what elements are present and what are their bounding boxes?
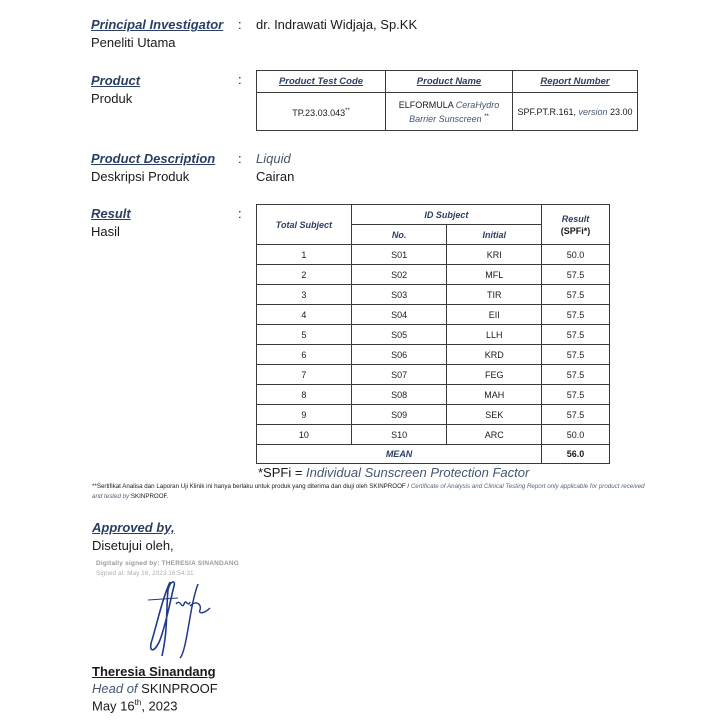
header-no: No. — [351, 225, 447, 245]
header-product-test-code: Product Test Code — [257, 71, 386, 93]
mean-label: MEAN — [257, 445, 542, 464]
investigator-colon: : — [238, 17, 242, 32]
table-row: 5 S05 LLH 57.5 — [257, 325, 610, 345]
report-number: SPF.PT.R.161, version 23.00 — [513, 93, 638, 131]
description-value-id: Cairan — [256, 169, 295, 184]
result-header-row-1 — [257, 205, 610, 225]
product-label-en: Product — [91, 73, 141, 88]
mean-value: 56.0 — [542, 445, 610, 464]
mean-row — [257, 445, 610, 464]
signature-icon — [140, 580, 230, 660]
result-label-en: Result — [91, 206, 131, 221]
header-id-subject: ID Subject — [351, 205, 541, 225]
table-row: 3 S03 TIR 57.5 — [257, 285, 610, 305]
investigator-label-en: Principal Investigator — [91, 17, 224, 32]
header-initial: Initial — [447, 225, 542, 245]
product-colon: : — [238, 72, 242, 87]
table-row: 10 S10 ARC 50.0 — [257, 425, 610, 445]
product-label-id: Produk — [91, 91, 133, 106]
investigator-value: dr. Indrawati Widjaja, Sp.KK — [256, 17, 418, 32]
table-row: 8 S08 MAH 57.5 — [257, 385, 610, 405]
description-label-id: Deskripsi Produk — [91, 169, 190, 184]
digital-signature-line: Digitally signed by: THERESIA SINANDANG — [96, 560, 239, 567]
description-value-en: Liquid — [256, 151, 291, 166]
table-row: 2 S02 MFL 57.5 — [257, 265, 610, 285]
product-table-row — [257, 93, 638, 131]
product-name-line2: Barrier Sunscreen — [409, 113, 482, 124]
investigator-label-id: Peneliti Utama — [91, 35, 176, 50]
digital-signature-timestamp: Signed at: May 16, 2023 16:54:31 — [96, 570, 194, 577]
table-row: 6 S06 KRD 57.5 — [257, 345, 610, 365]
product-brand: ELFORMULA — [398, 99, 454, 110]
approved-by-label: Approved by, — [92, 520, 175, 535]
table-row: 1 S01 KRI 50.0 — [257, 245, 610, 265]
spfi-footnote: *SPFi = Individual Sunscreen Protection Factor — [258, 465, 530, 480]
certificate-note: **Sertifikat Analisa dan Laporan Uji Klinik ini hanya berlaku untuk produk yang diterima dan diuji oleh SKINPROOF / Certificate of Analysis and Clinical Testing Report only applicable for product received and tested by SKINPROOF. — [92, 483, 645, 500]
result-label-id: Hasil — [91, 224, 120, 239]
header-total-subject: Total Subject — [257, 205, 352, 245]
header-product-name: Product Name — [386, 71, 513, 93]
product-table-header — [257, 71, 638, 93]
description-colon: : — [238, 151, 242, 166]
signer-name: Theresia Sinandang — [92, 664, 216, 679]
table-row: 4 S04 EII 57.5 — [257, 305, 610, 325]
signer-title: Head of SKINPROOF — [92, 681, 218, 696]
table-row: 7 S07 FEG 57.5 — [257, 365, 610, 385]
header-result: Result (SPFi*) — [542, 205, 610, 245]
header-report-number: Report Number — [513, 71, 638, 93]
product-name-line1: CeraHydro — [455, 99, 500, 110]
product-test-code: TP.23.03.043** — [257, 93, 386, 131]
approved-by-label-id: Disetujui oleh, — [92, 538, 174, 553]
result-colon: : — [238, 206, 242, 221]
product-table — [256, 70, 638, 131]
description-label-en: Product Description — [91, 151, 216, 166]
sign-date: May 16th, 2023 — [92, 698, 178, 714]
result-table — [256, 204, 610, 464]
product-name: ELFORMULA CeraHydro Barrier Sunscreen ** — [386, 93, 513, 131]
table-row: 9 S09 SEK 57.5 — [257, 405, 610, 425]
